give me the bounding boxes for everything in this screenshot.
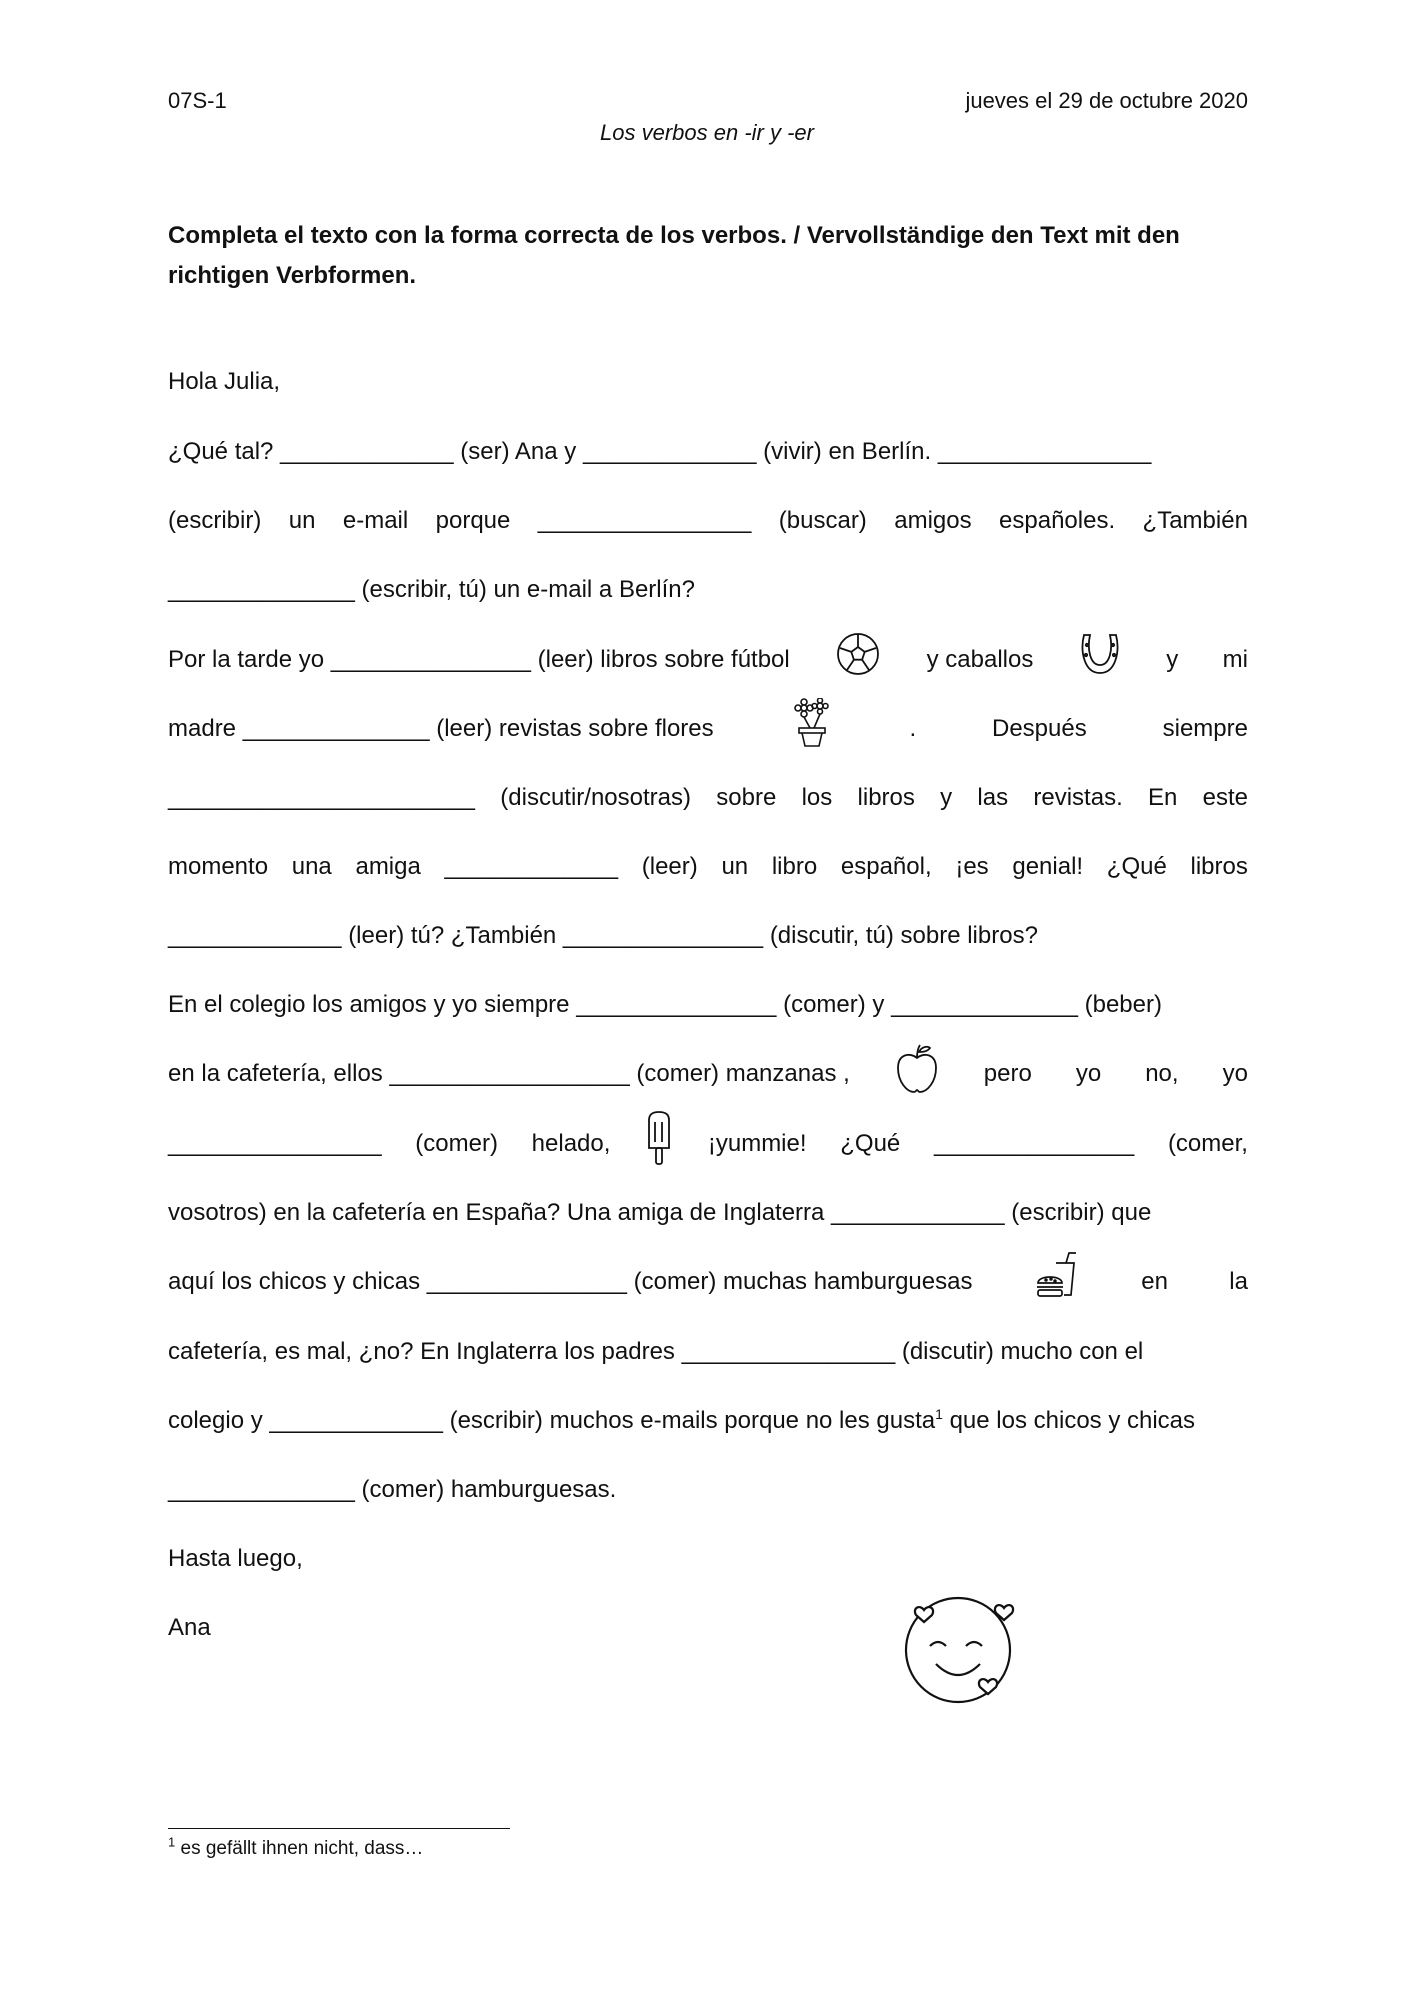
horseshoe-icon xyxy=(1078,631,1122,690)
letter-line-4: Por la tarde yo _______________ (leer) libros sobre fútbol y caballos y mi xyxy=(168,640,1248,680)
letter-line-10: en la cafetería, ellos __________________ (comer) manzanas , pero yo no, yo xyxy=(168,1054,1248,1094)
footnote-divider xyxy=(168,1828,510,1829)
letter-line-1: ¿Qué tal? _____________ (ser) Ana y _____________ (vivir) en Berlín. ________________ xyxy=(168,438,1152,465)
letter-line-12: vosotros) en la cafetería en España? Una amiga de Inglaterra _____________ (escribir) que xyxy=(168,1199,1152,1226)
letter-line-11: ________________ (comer) helado, ¡yummie! ¿Qué _______________ (comer, xyxy=(168,1124,1248,1164)
burger-drink-icon xyxy=(1034,1251,1080,1314)
instructions: Completa el texto con la forma correcta de los verbos. / Vervollständige den Text mit den richtigen Verbformen. xyxy=(168,222,1180,289)
footnote: $^1$ es gefällt ihnen nicht, dass… xyxy=(168,1834,424,1859)
letter-signature: Ana xyxy=(168,1614,211,1641)
letter-line-14: cafetería, es mal, ¿no? En Inglaterra los padres ________________ (discutir) mucho con el xyxy=(168,1338,1144,1365)
letter-closing: Hasta luego, xyxy=(168,1545,303,1572)
letter-line-7: momento una amiga _____________ (leer) un libro español, ¡es genial! ¿Qué libros xyxy=(168,853,1248,880)
soccer-ball-icon xyxy=(834,630,882,691)
smiley-hearts-icon xyxy=(900,1588,1020,1713)
popsicle-icon xyxy=(644,1110,674,1179)
letter-line-2: (escribir) un e-mail porque ________________ (buscar) amigos españoles. ¿También xyxy=(168,507,1248,534)
letter-line-3: ______________ (escribir, tú) un e-mail a Berlín? xyxy=(168,576,695,603)
letter-line-5: madre ______________ (leer) revistas sobre flores . Después siempre xyxy=(168,709,1248,749)
apple-icon xyxy=(894,1042,940,1107)
letter-greeting: Hola Julia, xyxy=(168,368,281,395)
letter-line-8: _____________ (leer) tú? ¿También _______________ (discutir, tú) sobre libros? xyxy=(168,922,1038,949)
letter-line-6: _______________________ (discutir/nosotras) sobre los libros y las revistas. En este xyxy=(168,784,1248,811)
letter-line-16: ______________ (comer) hamburguesas. xyxy=(168,1476,617,1503)
letter-line-15: colegio y _____________ (escribir) muchos e-mails porque no les gusta$^1$ que los chicos y chicas xyxy=(168,1406,1196,1434)
worksheet-date: jueves el 29 de octubre 2020 xyxy=(965,88,1248,113)
letter-line-9: En el colegio los amigos y yo siempre _______________ (comer) y ______________ (beber) xyxy=(168,991,1162,1018)
worksheet-subtitle: Los verbos en -ir y -er xyxy=(600,120,814,145)
flower-pot-icon xyxy=(790,698,834,761)
footnote-marker[interactable]: 1 xyxy=(935,1406,943,1422)
worksheet-code: 07S-1 xyxy=(168,88,227,113)
letter-line-13: aquí los chicos y chicas _______________ (comer) muchas hamburguesas en la xyxy=(168,1262,1248,1302)
